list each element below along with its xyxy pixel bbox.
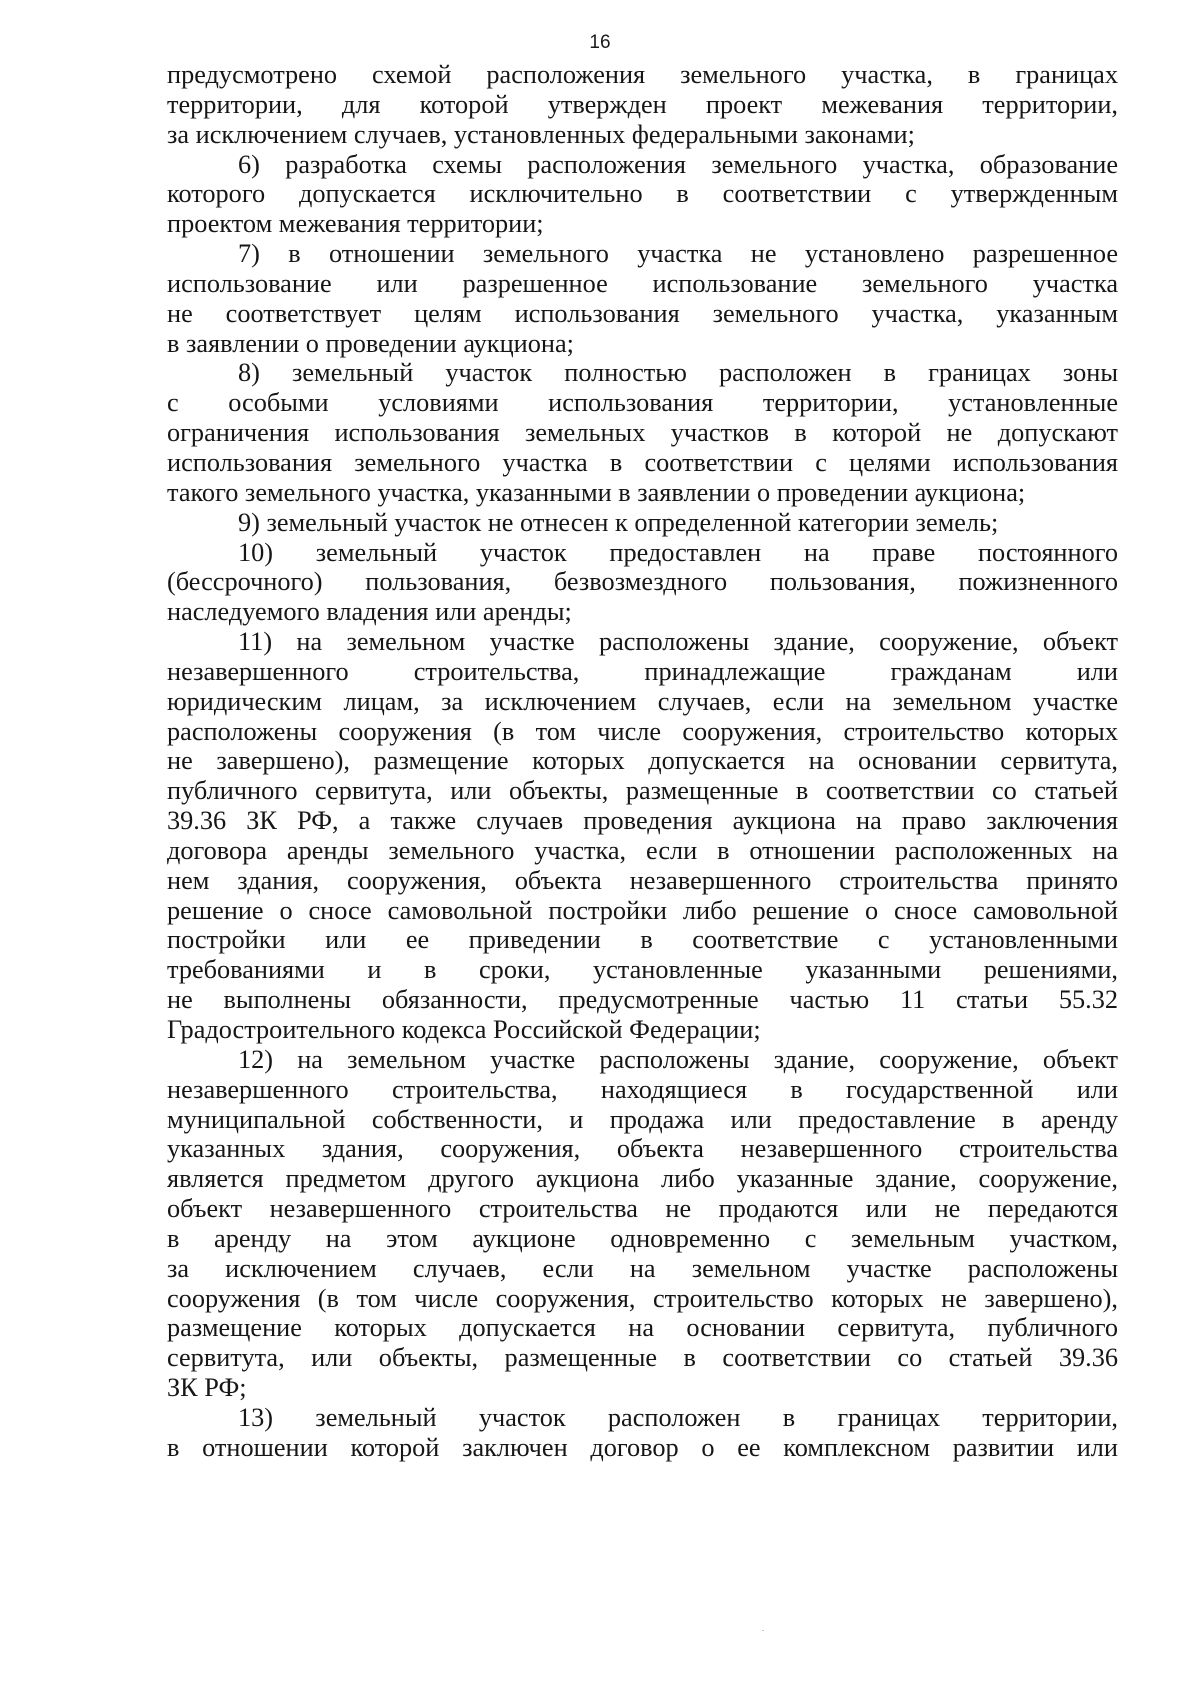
text-line: 12) на земельном участке расположены здание, сооружение, объект — [238, 1044, 1118, 1074]
text-line: 39.36 ЗК РФ, а также случаев проведения аукциона на право заключения — [167, 806, 1118, 836]
text-line: расположены сооружения (в том числе сооружения, строительство которых — [167, 716, 1118, 746]
text-line: Градостроительного кодекса Российской Федерации; — [167, 1015, 761, 1044]
text-line: является предметом другого аукциона либо указанные здание, сооружение, — [167, 1164, 1118, 1194]
text-line: такого земельного участка, указанными в заявлении о проведении аукциона; — [167, 477, 1026, 507]
text-line: за исключением случаев, если на земельном участке расположены — [167, 1253, 1118, 1283]
text-line: указанных здания, сооружения, объекта незавершенного строительства — [167, 1134, 1118, 1164]
paragraph-item-10 — [167, 538, 1118, 628]
text-line: (бессрочного) пользования, безвозмездного пользования, пожизненного — [167, 567, 1118, 597]
text-line: 6) разработка схемы расположения земельного участка, образование — [238, 149, 1118, 179]
text-line: 9) земельный участок не отнесен к определенной категории земель; — [238, 507, 999, 537]
text-line: ЗК РФ; — [167, 1373, 247, 1403]
text-line: сервитута, или объекты, размещенные в соответствии со статьей 39.36 — [167, 1343, 1118, 1373]
text-line: не соответствует целям использования земельного участка, указанным — [167, 298, 1118, 328]
text-line: 7) в отношении земельного участка не установлено разрешенное — [238, 239, 1118, 269]
scan-speck — [762, 1630, 764, 1631]
text-line: использования земельного участка в соответствии с целями использования — [167, 447, 1118, 477]
text-line: незавершенного строительства, принадлежащие гражданам или — [167, 656, 1118, 686]
text-line: 10) земельный участок предоставлен на праве постоянного — [238, 537, 1118, 567]
text-line: в заявлении о проведении аукциона; — [167, 328, 574, 358]
paragraph-item-13 — [167, 1403, 1118, 1463]
text-line: требованиями и в сроки, установленные указанными решениями, — [167, 955, 1118, 985]
paragraph-item-11 — [167, 627, 1118, 1045]
text-line: нем здания, сооружения, объекта незавершенного строительства принято — [167, 865, 1118, 895]
paragraph-item-6 — [167, 150, 1118, 240]
text-line: не выполнены обязанности, предусмотренные частью 11 статьи 55.32 — [167, 985, 1118, 1015]
text-line: не завершено), размещение которых допускается на основании сервитута, — [167, 746, 1118, 776]
paragraph-item-7 — [167, 239, 1118, 358]
page-number: 16 — [589, 32, 611, 53]
text-line: муниципальной собственности, и продажа или предоставление в аренду — [167, 1104, 1118, 1134]
text-line: в отношении которой заключен договор о ее комплексном развитии или — [167, 1432, 1118, 1462]
text-line: объект незавершенного строительства не продаются или не передаются — [167, 1194, 1118, 1224]
text-line: которого допускается исключительно в соответствии с утвержденным — [167, 179, 1118, 209]
text-line: решение о сносе самовольной постройки либо решение о сносе самовольной — [167, 895, 1118, 925]
text-line: предусмотрено схемой расположения земельного участка, в границах — [167, 60, 1118, 89]
text-line: 8) земельный участок полностью расположен в границах зоны — [238, 358, 1118, 388]
paragraph-continuation — [167, 60, 1118, 150]
paragraph-item-12 — [167, 1045, 1118, 1403]
text-line: проектом межевания территории; — [167, 209, 544, 239]
text-line: 11) на земельном участке расположены здание, сооружение, объект — [238, 627, 1118, 657]
paragraph-item-9 — [167, 508, 1118, 538]
text-line: использование или разрешенное использование земельного участка — [167, 268, 1118, 298]
text-line: размещение которых допускается на основании сервитута, публичного — [167, 1313, 1118, 1343]
text-line: публичного сервитута, или объекты, размещенные в соответствии со статьей — [167, 776, 1118, 806]
paragraph-item-8 — [167, 358, 1118, 507]
text-line: сооружения (в том числе сооружения, строительство которых не завершено), — [167, 1283, 1118, 1313]
text-line: в аренду на этом аукционе одновременно с земельным участком, — [167, 1223, 1118, 1253]
text-line: 13) земельный участок расположен в границах территории, — [238, 1402, 1118, 1432]
text-line: наследуемого владения или аренды; — [167, 597, 572, 627]
text-line: ограничения использования земельных участков в которой не допускают — [167, 418, 1118, 448]
text-line: с особыми условиями использования территории, установленные — [167, 388, 1118, 418]
text-line: юридическим лицам, за исключением случаев, если на земельном участке — [167, 686, 1118, 716]
document-body — [167, 60, 1118, 1463]
text-line: территории, для которой утвержден проект межевания территории, — [167, 89, 1118, 119]
text-line: постройки или ее приведении в соответствие с установленными — [167, 925, 1118, 955]
text-line: незавершенного строительства, находящиеся в государственной или — [167, 1074, 1118, 1104]
text-line: за исключением случаев, установленных федеральными законами; — [167, 119, 915, 149]
text-line: договора аренды земельного участка, если в отношении расположенных на — [167, 835, 1118, 865]
